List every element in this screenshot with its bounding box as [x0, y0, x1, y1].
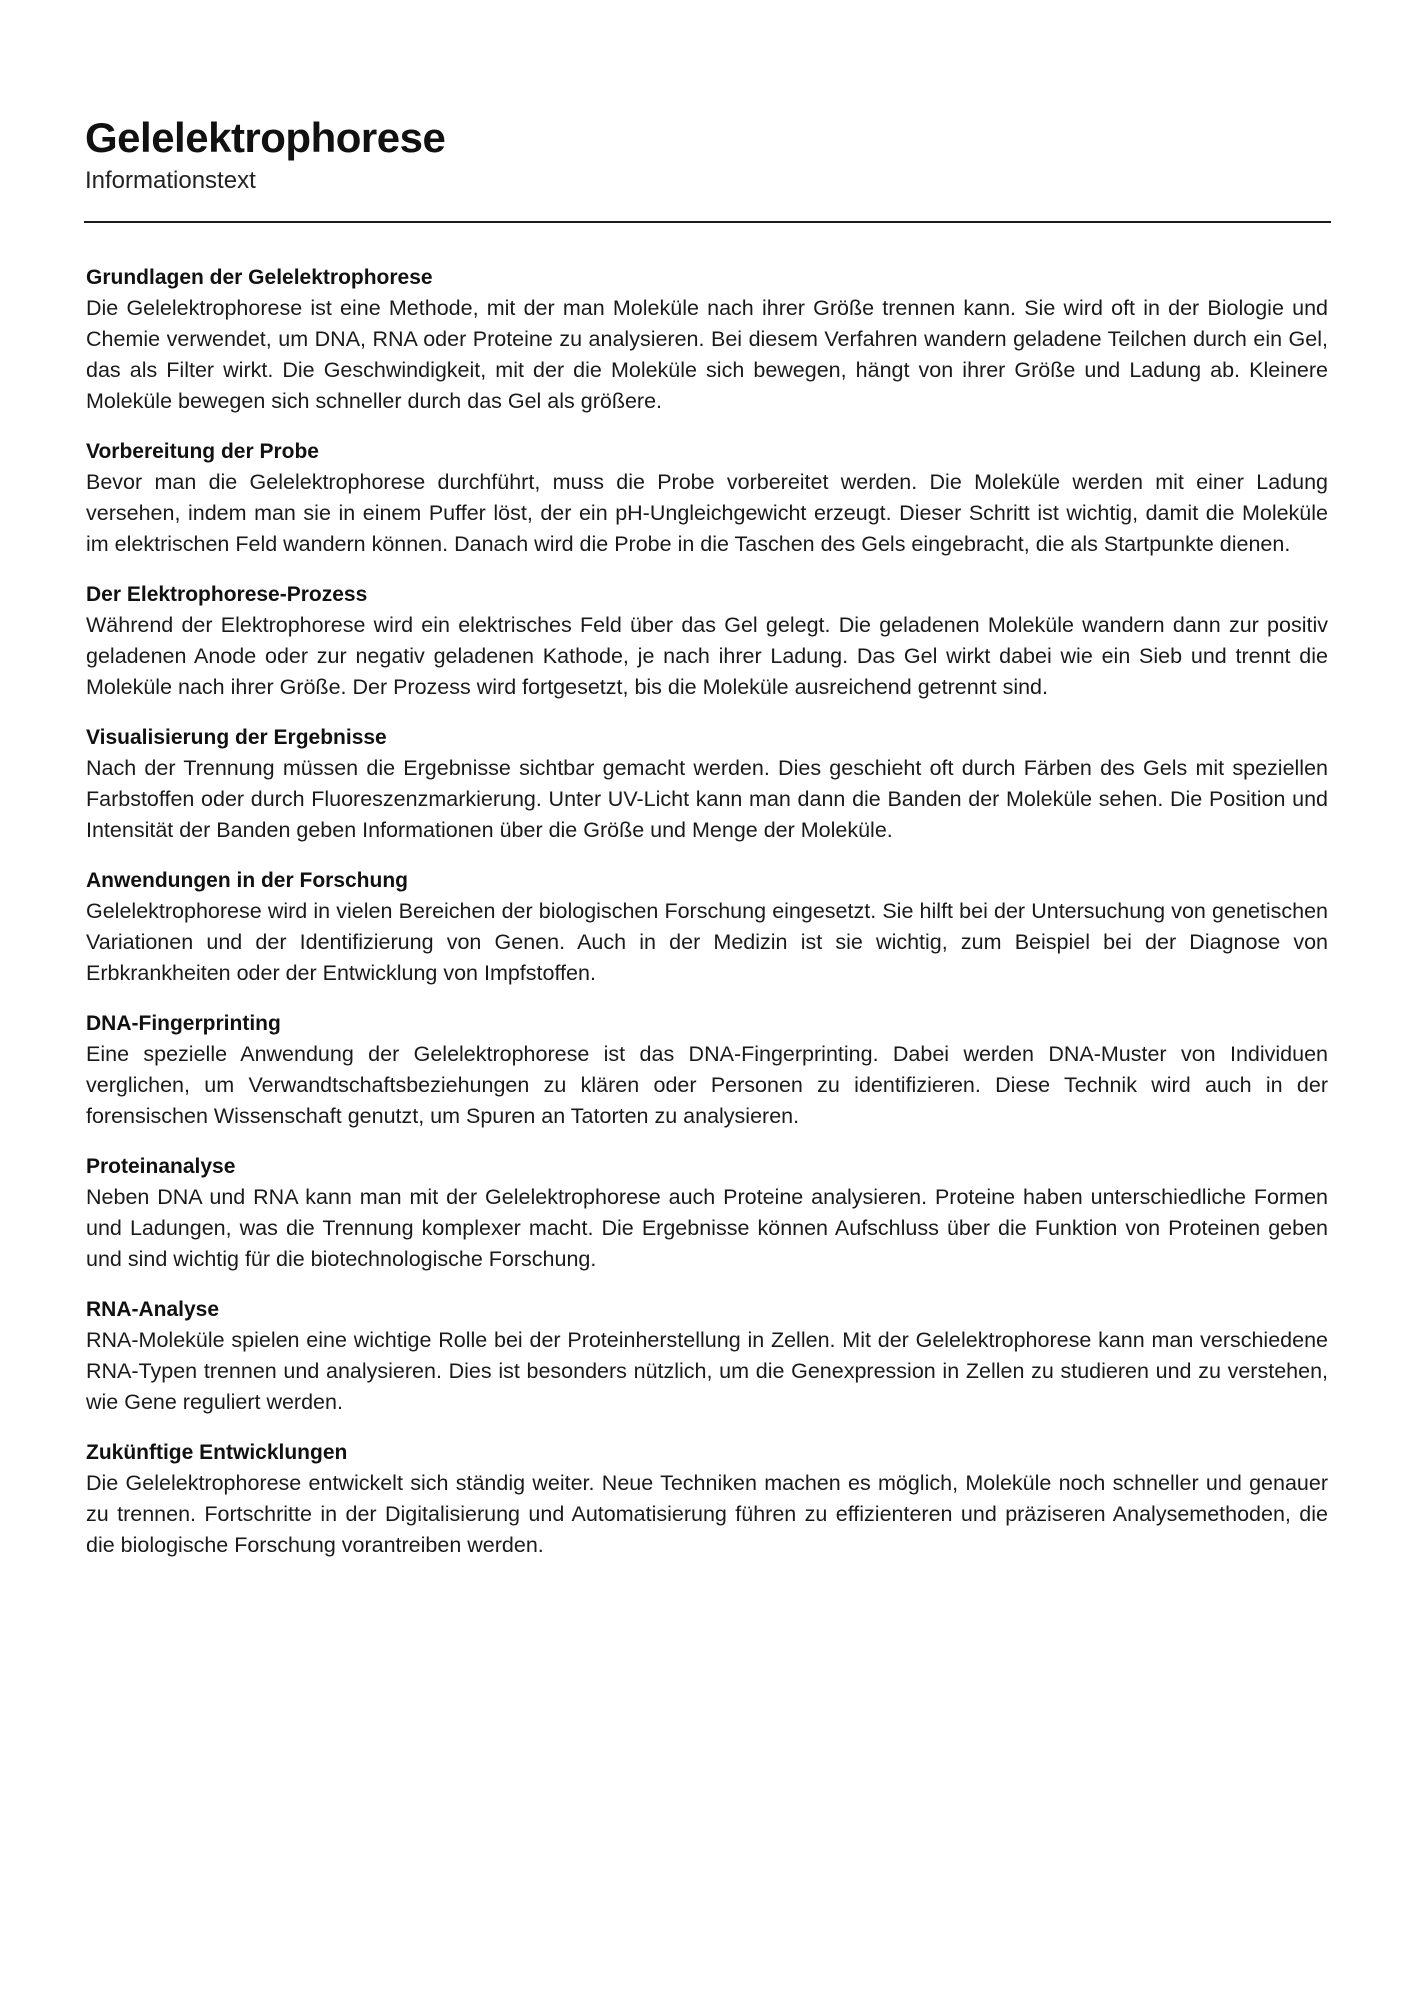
document-header	[85, 112, 1330, 196]
section-heading: Grundlagen der Gelelektrophorese	[86, 266, 433, 289]
section-vorbereitung	[86, 436, 1328, 560]
document-title: Gelelektrophorese	[85, 114, 446, 161]
section-paragraph: Eine spezielle Anwendung der Gelelektrophorese ist das DNA-Fingerprinting. Dabei werden DNA-Muster von Individuen verglichen, um Verwandtschaftsbeziehungen zu klären oder Personen zu identifizieren. Diese Technik wird auch in der forensischen Wissenschaft genutzt, um Spuren an Tatorten zu analysieren.	[86, 1042, 1328, 1128]
section-dna-fingerprinting	[86, 1008, 1328, 1132]
header-divider	[84, 221, 1331, 223]
section-paragraph: Nach der Trennung müssen die Ergebnisse sichtbar gemacht werden. Dies geschieht oft durch Färben des Gels mit speziellen Farbstoffen oder durch Fluoreszenzmarkierung. Unter UV-Licht kann man dann die Banden der Moleküle sehen. Die Position und Intensität der Banden geben Informationen über die Größe und Menge der Moleküle.	[86, 756, 1328, 842]
section-elektrophorese-prozess	[86, 579, 1328, 703]
section-paragraph: Gelelektrophorese wird in vielen Bereichen der biologischen Forschung eingesetzt. Sie hilft bei der Untersuchung von genetischen Variationen und der Identifizierung von Genen. Auch in der Medizin ist sie wichtig, zum Beispiel bei der Diagnose von Erbkrankheiten oder der Entwicklung von Impfstoffen.	[86, 899, 1328, 985]
section-grundlagen	[86, 262, 1328, 417]
section-visualisierung	[86, 722, 1328, 846]
section-paragraph: Bevor man die Gelelektrophorese durchführt, muss die Probe vorbereitet werden. Die Moleküle werden mit einer Ladung versehen, indem man sie in einem Puffer löst, der ein pH-Ungleichgewicht erzeugt. Dieser Schritt ist wichtig, damit die Moleküle im elektrischen Feld wandern können. Danach wird die Probe in die Taschen des Gels eingebracht, die als Startpunkte dienen.	[86, 470, 1328, 556]
section-heading: Anwendungen in der Forschung	[86, 869, 408, 892]
section-heading: Proteinanalyse	[86, 1155, 236, 1178]
section-paragraph: Die Gelelektrophorese entwickelt sich ständig weiter. Neue Techniken machen es möglich, Moleküle noch schneller und genauer zu trennen. Fortschritte in der Digitalisierung und Automatisierung führen zu effizienteren und präziseren Analysemethoden, die die biologische Forschung vorantreiben werden.	[86, 1471, 1328, 1557]
document-subtitle: Informationstext	[85, 167, 256, 194]
section-paragraph: Die Gelelektrophorese ist eine Methode, mit der man Moleküle nach ihrer Größe trennen kann. Sie wird oft in der Biologie und Chemie verwendet, um DNA, RNA oder Proteine zu analysieren. Bei diesem Verfahren wandern geladene Teilchen durch ein Gel, das als Filter wirkt. Die Geschwindigkeit, mit der die Moleküle sich bewegen, hängt von ihrer Größe und Ladung ab. Kleinere Moleküle bewegen sich schneller durch das Gel als größere.	[86, 296, 1328, 413]
section-paragraph: Neben DNA und RNA kann man mit der Gelelektrophorese auch Proteine analysieren. Proteine haben unterschiedliche Formen und Ladungen, was die Trennung komplexer macht. Die Ergebnisse können Aufschluss über die Funktion von Proteinen geben und sind wichtig für die biotechnologische Forschung.	[86, 1185, 1328, 1271]
section-paragraph: RNA-Moleküle spielen eine wichtige Rolle bei der Proteinherstellung in Zellen. Mit der Gelelektrophorese kann man verschiedene RNA-Typen trennen und analysieren. Dies ist besonders nützlich, um die Genexpression in Zellen zu studieren und zu verstehen, wie Gene reguliert werden.	[86, 1328, 1328, 1414]
section-heading: Der Elektrophorese-Prozess	[86, 583, 368, 606]
section-heading: DNA-Fingerprinting	[86, 1012, 281, 1035]
section-paragraph: Während der Elektrophorese wird ein elektrisches Feld über das Gel gelegt. Die geladenen Moleküle wandern dann zur positiv geladenen Anode oder zur negativ geladenen Kathode, je nach ihrer Ladung. Das Gel wirkt dabei wie ein Sieb und trennt die Moleküle nach ihrer Größe. Der Prozess wird fortgesetzt, bis die Moleküle ausreichend getrennt sind.	[86, 613, 1328, 699]
section-proteinanalyse	[86, 1151, 1328, 1275]
section-heading: Vorbereitung der Probe	[86, 440, 319, 463]
section-anwendungen	[86, 865, 1328, 989]
section-heading: RNA-Analyse	[86, 1298, 220, 1321]
section-zukuenftige-entwicklungen	[86, 1437, 1328, 1561]
document-body	[86, 262, 1328, 1580]
section-heading: Visualisierung der Ergebnisse	[86, 726, 387, 749]
section-heading: Zukünftige Entwicklungen	[86, 1441, 348, 1464]
section-rna-analyse	[86, 1294, 1328, 1418]
